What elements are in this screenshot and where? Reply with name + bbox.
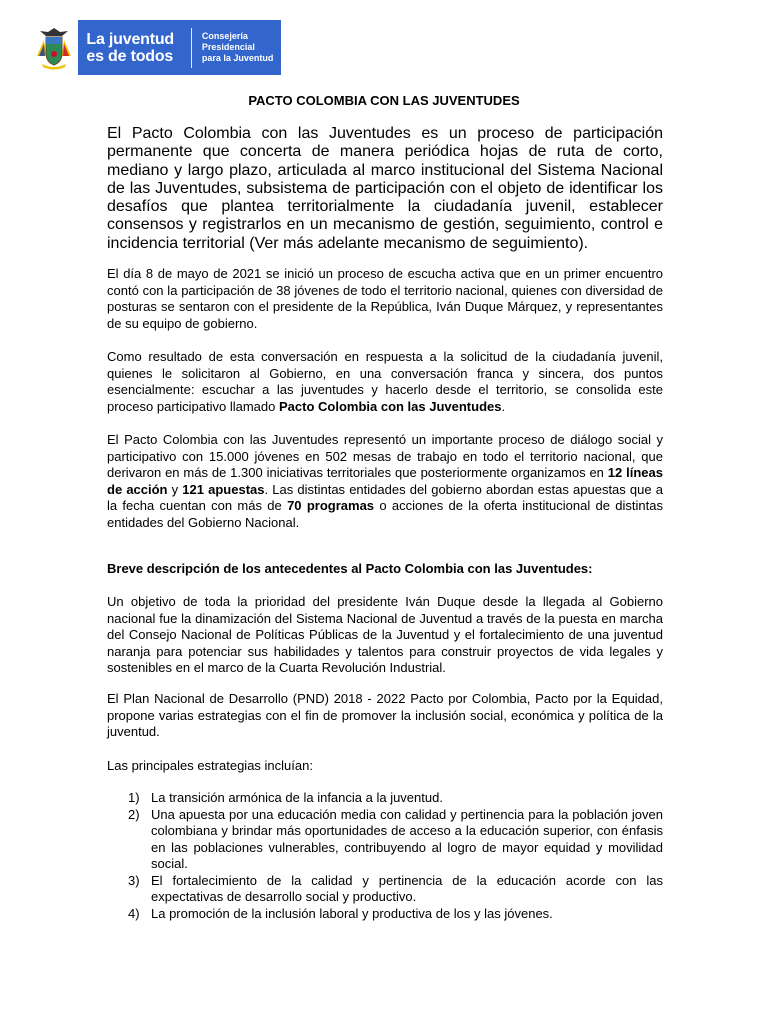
logo-sub-line1: Consejería	[201, 31, 248, 41]
list-item	[128, 807, 663, 873]
logo-main-line1: La juventud	[86, 30, 174, 48]
intro-paragraph: El Pacto Colombia con las Juventudes es un proceso de participación permanente que concerta de manera periódica hojas de ruta de corto, mediano y largo plazo, articulada al marco institucional del Sistema Nacional de las Juventudes, subsistema de participación con el objeto de identificar los desafíos que plantea territorialmente la ciudadanía juvenil, establecer consensos y registrarlos en un mecanismo de gestión, seguimiento, control e incidencia territorial (Ver más adelante mecanismo de seguimiento).	[107, 125, 663, 252]
logo-main-text	[86, 31, 187, 65]
list-item-text: Una apuesta por una educación media con calidad y pertinencia para la población joven colombiana y brindar más oportunidades de acceso a la educación superior, con énfasis en las poblaciones vulnerables, contribuyendo al logro de mayor equidad y movilidad social.	[151, 806, 663, 871]
list-item-text: La promoción de la inclusión laboral y productiva de los y las jóvenes.	[151, 905, 553, 921]
coat-of-arms-icon	[34, 26, 74, 70]
document-title: PACTO COLOMBIA CON LAS JUVENTUDES	[248, 93, 520, 108]
p3-t3: . Las distintas entidades del gobierno abordan estas apuestas que a la fecha cuentan con más de	[107, 481, 663, 513]
list-item-number: 3)	[128, 872, 140, 888]
paragraph-may-8: El día 8 de mayo de 2021 se inició un proceso de escucha activa que en un primer encuentro contó con la participación de 38 jóvenes de todo el territorio nacional, quienes con diversidad de posturas se sentaron con el presidente de la República, Iván Duque Márquez, y representantes de su equipo de gobierno.	[107, 266, 663, 331]
p3-t2: y	[167, 481, 183, 497]
logo-sub-text	[202, 31, 281, 64]
logo-main-line2: es de todos	[86, 47, 174, 65]
list-item	[128, 873, 663, 906]
list-item-number: 2)	[128, 806, 140, 822]
logo-sub-line2: Presidencial	[201, 42, 255, 52]
p3-b3: 70 programas	[287, 498, 375, 513]
logo-divider	[191, 28, 192, 68]
list-item-text: El fortalecimiento de la calidad y pertinencia de la educación acorde con las expectativas de desarrollo social y productivo.	[151, 872, 663, 904]
section-heading: Breve descripción de los antecedentes al Pacto Colombia con las Juventudes:	[107, 561, 593, 576]
strategies-list	[128, 790, 663, 922]
p2-text: Como resultado de esta conversación en respuesta a la solicitud de la ciudadanía juvenil, quienes le solicitaron al Gobierno, en una conversación franca y sincera, dos puntos esencialmente: escuchar a las juventudes y hacerlo desde el territorio, se consolida este proceso participativo llamado	[107, 349, 663, 414]
list-item-number: 4)	[128, 905, 140, 921]
p3-t4: o acciones de la oferta institucional de distintas entidades del Gobierno Nacional.	[107, 498, 663, 530]
p2-end: .	[501, 398, 506, 414]
paragraph-objective: Un objetivo de toda la prioridad del presidente Iván Duque desde la llegada al Gobierno nacional fue la dinamización del Sistema Nacional de Juventud a través de la puesta en marcha del Consejo Nacional de Políticas Públicas de la Juventud y el fortalecimiento de una juventud naranja para potenciar sus habilidades y talentos para construir proyectos de vida legales y sostenibles en el marco de la Cuarta Revolución Industrial.	[107, 594, 663, 675]
paragraph-pnd: El Plan Nacional de Desarrollo (PND) 2018 - 2022 Pacto por Colombia, Pacto por la Equidad, propone varias estrategias con el fin de promover la inclusión social, económica y política de la juventud.	[107, 691, 663, 739]
header-logo	[30, 20, 281, 75]
paragraph-strategies-intro: Las principales estrategias incluían:	[107, 758, 313, 773]
p3-b2: 121 apuestas	[182, 481, 265, 497]
p2-bold: Pacto Colombia con las Juventudes	[278, 398, 502, 414]
p3-b1: 12 líneas de acción	[107, 465, 663, 497]
paragraph-result	[107, 349, 663, 415]
p3-t1: El Pacto Colombia con las Juventudes representó un importante proceso de diálogo social y participativo con 15.000 jóvenes en 502 mesas de trabajo en todo el territorio nacional, que derivaron en más de 1.300 iniciativas territoriales que posteriormente organizamos en	[107, 432, 663, 480]
list-item	[128, 790, 663, 807]
list-item	[128, 906, 663, 923]
logo-sub-line3: para la Juventud	[201, 53, 274, 63]
list-item-text: La transición armónica de la infancia a la juventud.	[151, 790, 443, 805]
coat-of-arms	[30, 20, 78, 75]
list-item-number: 1)	[128, 790, 140, 805]
paragraph-dialogue	[107, 432, 663, 531]
